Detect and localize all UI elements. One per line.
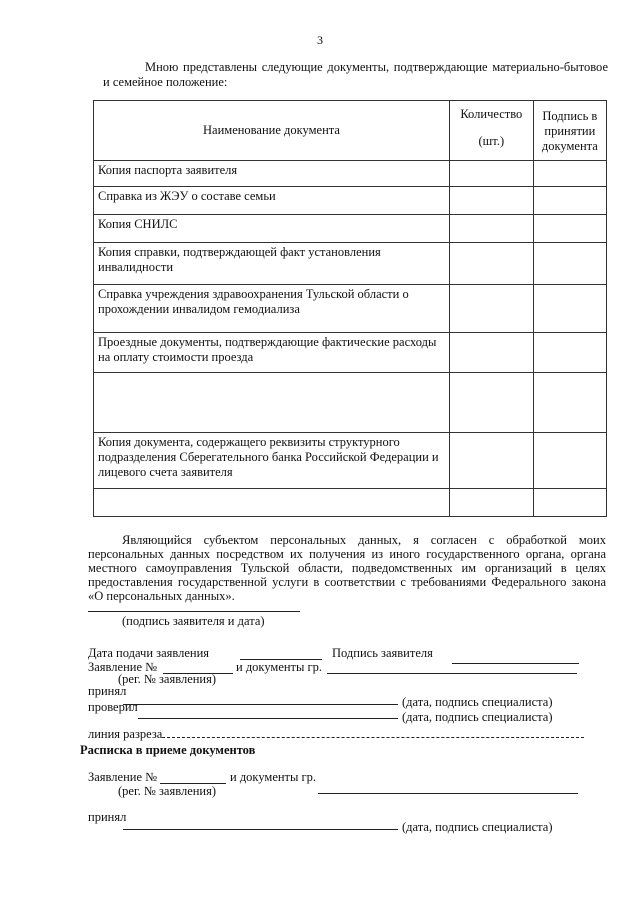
row-qty-cell[interactable] bbox=[449, 187, 533, 215]
applicant-name-field[interactable] bbox=[327, 673, 577, 674]
intro-text: Мною представлены следующие документы, подтверждающие материально-бытовое и семейное положение: bbox=[103, 60, 608, 89]
table-row bbox=[94, 187, 607, 215]
row-sign-cell[interactable] bbox=[533, 187, 606, 215]
table-row bbox=[94, 215, 607, 243]
row-doc-name: Копия паспорта заявителя bbox=[94, 161, 450, 187]
table-row bbox=[94, 489, 607, 517]
row-sign-cell[interactable] bbox=[533, 373, 606, 433]
accepted-field[interactable] bbox=[123, 704, 398, 705]
row-sign-cell[interactable] bbox=[533, 333, 606, 373]
table-header-row bbox=[94, 101, 607, 161]
checked-field[interactable] bbox=[138, 718, 398, 719]
reg-no-caption: (рег. № заявления) bbox=[118, 672, 217, 686]
application-no-label: Заявление № bbox=[88, 660, 158, 674]
receipt-accepted-field[interactable] bbox=[123, 829, 398, 830]
table-row bbox=[94, 333, 607, 373]
row-sign-cell[interactable] bbox=[533, 243, 606, 285]
receipt-accepted-caption: (дата, подпись специалиста) bbox=[402, 820, 553, 834]
header-name: Наименование документа bbox=[94, 101, 450, 161]
row-doc-name: Проездные документы, подтверждающие фактические расходы на оплату стоимости проезда bbox=[94, 333, 450, 373]
row-doc-name: Справка учреждения здравоохранения Тульской области о прохождении инвалидом гемодиализа bbox=[94, 285, 450, 333]
receipt-applicant-name-field[interactable] bbox=[318, 793, 578, 794]
checked-label: проверил bbox=[88, 700, 138, 714]
header-qty bbox=[449, 101, 533, 161]
row-qty-cell[interactable] bbox=[449, 243, 533, 285]
applicant-sign-line[interactable] bbox=[88, 611, 300, 612]
row-sign-cell[interactable] bbox=[533, 161, 606, 187]
applicant-sign-label: Подпись заявителя bbox=[332, 646, 433, 660]
table-row bbox=[94, 433, 607, 489]
row-sign-cell[interactable] bbox=[533, 489, 606, 517]
page-number: 3 bbox=[317, 33, 323, 47]
consent-text: Являющийся субъектом персональных данных, я согласен с обработкой моих персональных данных посредством их получения из иного государственного органа, органа местного самоуправления Тульской области, подведомственных им организаций в целях предоставления государственной услуги в соответствии с требованиями Федерального закона «О персональных данных». bbox=[88, 533, 606, 603]
row-qty-cell[interactable] bbox=[449, 373, 533, 433]
row-doc-name: Копия СНИЛС bbox=[94, 215, 450, 243]
accepted-label: принял bbox=[88, 684, 127, 698]
row-qty-cell[interactable] bbox=[449, 333, 533, 373]
date-label: Дата подачи заявления bbox=[88, 646, 210, 660]
checked-caption: (дата, подпись специалиста) bbox=[402, 710, 553, 724]
row-qty-cell[interactable] bbox=[449, 215, 533, 243]
table-row bbox=[94, 373, 607, 433]
table-row bbox=[94, 161, 607, 187]
applicant-sign-field[interactable] bbox=[452, 663, 579, 664]
receipt-title: Расписка в приеме документов bbox=[80, 743, 256, 757]
accepted-caption: (дата, подпись специалиста) bbox=[402, 695, 553, 709]
receipt-accepted-label: принял bbox=[88, 810, 127, 824]
row-qty-cell[interactable] bbox=[449, 433, 533, 489]
row-doc-name bbox=[94, 373, 450, 433]
row-sign-cell[interactable] bbox=[533, 285, 606, 333]
and-docs-label: и документы гр. bbox=[236, 660, 323, 674]
table-row bbox=[94, 285, 607, 333]
row-doc-name: Копия справки, подтверждающей факт установления инвалидности bbox=[94, 243, 450, 285]
receipt-application-no-label: Заявление № bbox=[88, 770, 158, 784]
header-qty-label: Количество bbox=[460, 107, 523, 121]
receipt-reg-no-caption: (рег. № заявления) bbox=[118, 784, 217, 798]
row-sign-cell[interactable] bbox=[533, 215, 606, 243]
row-qty-cell[interactable] bbox=[449, 161, 533, 187]
documents-table bbox=[93, 100, 607, 517]
row-doc-name: Справка из ЖЭУ о составе семьи bbox=[94, 187, 450, 215]
header-sign: Подпись в принятии документа bbox=[533, 101, 606, 161]
row-sign-cell[interactable] bbox=[533, 433, 606, 489]
row-qty-cell[interactable] bbox=[449, 285, 533, 333]
row-doc-name: Копия документа, содержащего реквизиты структурного подразделения Сберегательного банка Российской Федерации и лицевого счета заявителя bbox=[94, 433, 450, 489]
table-row bbox=[94, 243, 607, 285]
cut-line bbox=[162, 737, 584, 738]
header-qty-unit: (шт.) bbox=[478, 134, 505, 148]
receipt-and-docs-label: и документы гр. bbox=[230, 770, 317, 784]
row-doc-name bbox=[94, 489, 450, 517]
cut-line-label: линия разреза bbox=[88, 727, 163, 741]
applicant-sign-caption: (подпись заявителя и дата) bbox=[122, 614, 265, 628]
row-qty-cell[interactable] bbox=[449, 489, 533, 517]
